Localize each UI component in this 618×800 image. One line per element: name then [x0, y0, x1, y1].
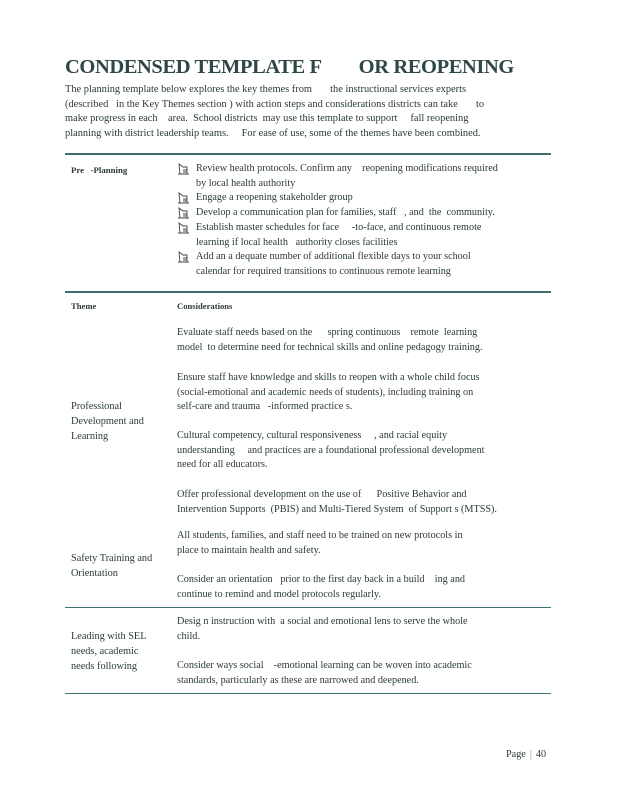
row-divider — [65, 607, 551, 608]
list-item-text: Review health protocols. Confirm any reopening modifications required — [196, 163, 498, 174]
consideration-paragraph — [177, 488, 497, 517]
list-item — [177, 191, 547, 206]
consideration-line: place to maintain health and safety. — [177, 544, 321, 556]
intro-paragraph — [65, 83, 545, 141]
theme-line: Development and — [71, 416, 144, 427]
page-separator: | — [529, 749, 532, 760]
intro-line: planning with district leadership teams. For ease of use, some of the themes have been combined. — [65, 127, 481, 139]
list-item-text: learning if local health authority closes facilities — [196, 236, 398, 248]
hand-pointer-icon — [177, 250, 190, 264]
list-item-text: Engage a reopening stakeholder group — [196, 192, 353, 204]
list-item-text: Develop a communication plan for families, staff , and the community. — [196, 207, 495, 219]
column-header-considerations: Considerations — [177, 301, 233, 311]
consideration-line: (social-emotional and academic needs of students), including training on — [177, 386, 474, 398]
page-title: CONDENSED TEMPLATE F OR REOPENING — [65, 56, 514, 78]
theme-line: needs following — [71, 661, 138, 672]
theme-line: needs, academic — [71, 646, 139, 657]
table-bottom-rule — [65, 693, 551, 694]
list-item — [177, 162, 547, 191]
list-item — [177, 250, 547, 279]
consideration-line: Ensure staff have knowledge and skills to reopen with a whole child focus — [177, 372, 480, 383]
consideration-paragraph — [177, 615, 468, 644]
intro-line: The planning template below explores the key themes from the instructional services experts — [65, 84, 467, 95]
theme-line: Leading with SEL — [71, 631, 147, 642]
consideration-paragraph — [177, 573, 465, 602]
theme-line: Learning — [71, 431, 109, 442]
pre-planning-list — [177, 162, 547, 280]
consideration-line: model to determine need for technical skills and online pedagogy training. — [177, 341, 483, 353]
theme-cell — [71, 399, 144, 444]
consideration-paragraph — [177, 371, 480, 415]
consideration-paragraph — [177, 529, 463, 558]
theme-line: Safety Training and — [71, 553, 153, 564]
consideration-line: need for all educators. — [177, 459, 268, 471]
consideration-line: understanding and practices are a foundational professional development — [177, 444, 485, 456]
consideration-line: self-care and trauma -informed practice s. — [177, 401, 353, 413]
theme-cell — [71, 629, 147, 674]
consideration-line: Cultural competency, cultural responsiveness , and racial equity — [177, 430, 448, 441]
list-item — [177, 221, 547, 250]
list-item-text: by local health authority — [196, 177, 296, 189]
consideration-line: All students, families, and staff need to be trained on new protocols in — [177, 530, 463, 541]
theme-line: Orientation — [71, 568, 118, 579]
hand-pointer-icon — [177, 191, 190, 205]
list-item-text: Establish master schedules for face -to-face, and continuous remote — [196, 221, 482, 233]
consideration-line: Offer professional development on the use of Positive Behavior and — [177, 489, 467, 500]
column-header-theme: Theme — [71, 301, 97, 311]
hand-pointer-icon — [177, 206, 190, 220]
pre-planning-label: Pre -Planning — [71, 165, 128, 175]
consideration-line: standards, particularly as these are narrowed and deepened. — [177, 674, 419, 686]
consideration-line: Desig n instruction with a social and emotional lens to serve the whole — [177, 616, 468, 627]
hand-pointer-icon — [177, 221, 190, 235]
theme-cell — [71, 551, 152, 581]
page-footer — [506, 749, 546, 760]
list-item-text: Add an a dequate number of additional flexible days to your school — [196, 251, 471, 263]
list-item-text: calendar for required transitions to continuous remote learning — [196, 265, 451, 277]
consideration-paragraph — [177, 326, 483, 355]
consideration-line: Intervention Supports (PBIS) and Multi-Tiered System of Support s (MTSS). — [177, 503, 497, 515]
consideration-paragraph — [177, 659, 472, 688]
table-top-rule — [65, 153, 551, 155]
consideration-line: child. — [177, 630, 200, 642]
consideration-paragraph — [177, 429, 485, 473]
consideration-line: Consider ways social -emotional learning can be woven into academic — [177, 660, 472, 671]
consideration-line: Consider an orientation prior to the first day back in a build ing and — [177, 574, 466, 585]
consideration-line: continue to remind and model protocols regularly. — [177, 588, 381, 600]
section-divider — [65, 291, 551, 293]
page-label: Page — [506, 749, 526, 760]
intro-line: (described in the Key Themes section ) with action steps and considerations districts can take to — [65, 98, 485, 110]
page-number: 40 — [535, 749, 547, 760]
theme-line: Professional — [71, 401, 122, 412]
intro-line: make progress in each area. School districts may use this template to support fall reopening — [65, 113, 469, 125]
list-item — [177, 206, 547, 221]
consideration-line: Evaluate staff needs based on the spring continuous remote learning — [177, 327, 478, 338]
hand-pointer-icon — [177, 162, 190, 176]
